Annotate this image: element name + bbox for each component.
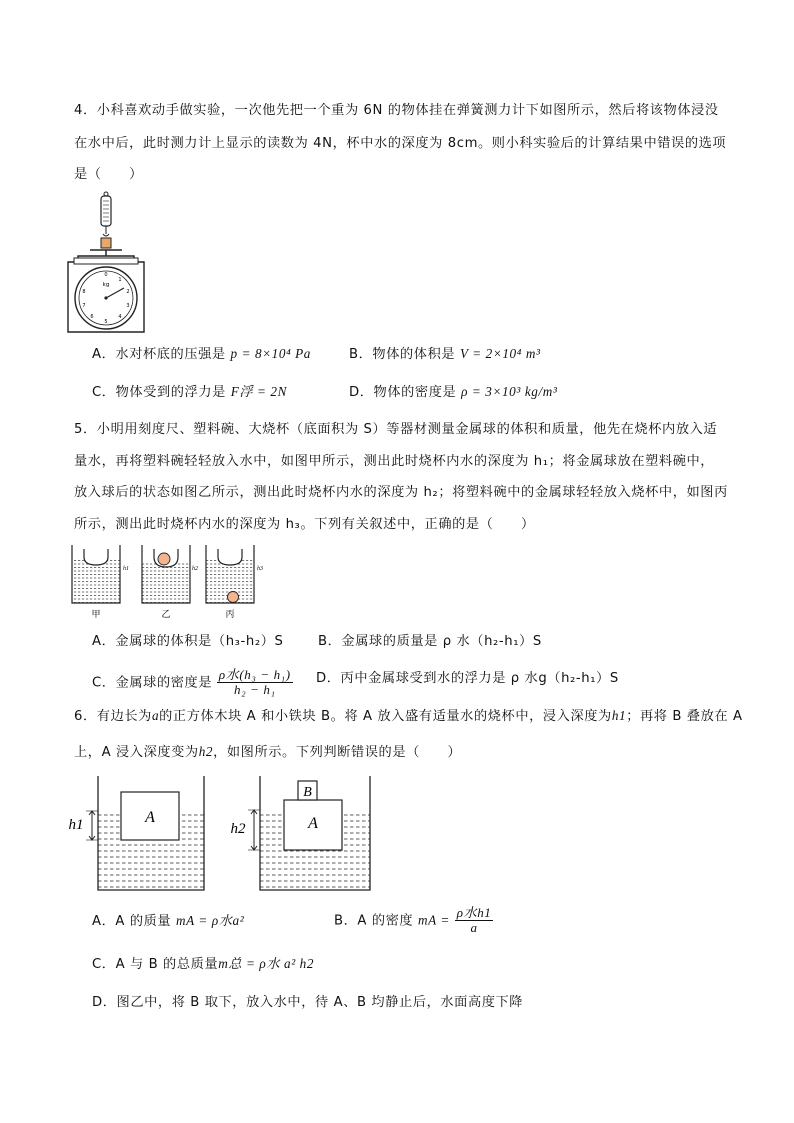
h2-label: h2 <box>230 821 246 837</box>
q4-option-a: A．水对杯底的压强是 p = 8×10⁴ Pa <box>92 346 311 362</box>
label-bing: 丙 <box>225 610 235 620</box>
svg-text:0: 0 <box>104 272 108 278</box>
svg-text:7: 7 <box>82 303 86 309</box>
block-a-label-left: A <box>145 809 155 826</box>
svg-text:8: 8 <box>82 289 86 295</box>
svg-text:5: 5 <box>104 319 108 325</box>
svg-text:h1: h1 <box>123 566 129 572</box>
q5-line2: 量水，再将塑料碗轻轻放入水中，如图甲所示，测出此时烧杯内水的深度为 h₁；将金属球放在塑料碗中， <box>74 454 715 469</box>
q6-option-c: C．A 与 B 的总质量m总 = ρ水 a² h2 <box>92 956 315 972</box>
q6-option-a: A．A 的质量 mA = ρ水a² <box>92 913 245 929</box>
q5-line3: 放入球后的状态如图乙所示，测出此时烧杯内水的深度为 h₂；将塑料碗中的金属球轻轻放入烧杯中，如图丙 <box>74 485 728 500</box>
q4-line1: 4．小科喜欢动手做实验，一次他先把一个重为 6N 的物体挂在弹簧测力计下如图所示，然后将该物体浸没 <box>74 103 719 118</box>
q6-density-fraction: $\frac{\text{ρ水h1}}{a}$ <box>456 905 492 935</box>
q5-option-c: C．金属球的密度是 $\frac{\text{ρ水(h₃ − h₁)}}{\text{h₂ − h₁}}$ <box>92 667 291 697</box>
block-b-label: B <box>303 785 312 800</box>
q6-option-b: B．A 的密度 mA = $\frac{\text{ρ水h1}}{a}$ <box>334 905 492 935</box>
q5-density-fraction: $\frac{\text{ρ水(h₃ − h₁)}}{\text{h₂ − h₁}}$ <box>218 667 291 697</box>
q5-option-d: D．丙中金属球受到水的浮力是 ρ 水g（h₂-h₁）S <box>316 671 619 686</box>
q6-line2: 上，A 浸入深度变为h2，如图所示。下列判断错误的是（ ） <box>74 744 462 760</box>
q4-line3: 是（ ） <box>74 167 143 182</box>
q6-line1: 6．有边长为a的正方体木块 A 和小铁块 B。将 A 放入盛有适量水的烧杯中，浸入深度为h1；再将 B 叠放在 A <box>74 708 743 724</box>
q4-scale-figure <box>70 192 170 342</box>
svg-text:3: 3 <box>126 303 130 309</box>
q5-line1: 5．小明用刻度尺、塑料碗、大烧杯（底面积为 S）等器材测量金属球的体积和质量，他先在烧杯内放入适 <box>74 422 718 437</box>
q4-line2: 在水中后，此时测力计上显示的读数为 4N，杯中水的深度为 8cm。则小科实验后的计算结果中错误的选项 <box>74 136 727 151</box>
q4-option-d: D．物体的密度是 ρ = 3×10³ kg/m³ <box>349 384 558 400</box>
label-yi: 乙 <box>161 610 171 620</box>
q4-option-c: C．物体受到的浮力是 F浮 = 2N <box>92 384 288 400</box>
q4-option-b: B．物体的体积是 V = 2×10⁴ m³ <box>349 346 541 362</box>
svg-text:6: 6 <box>90 314 94 320</box>
q6-option-d: D．图乙中，将 B 取下，放入水中，待 A、B 均静止后，水面高度下降 <box>92 995 524 1010</box>
q5-option-b: B．金属球的质量是 ρ 水（h₂-h₁）S <box>318 634 542 649</box>
h1-label: h1 <box>68 817 84 833</box>
label-jia: 甲 <box>91 610 101 620</box>
q5-option-a: A．金属球的体积是（h₃-h₂）S <box>92 634 284 649</box>
block-a-label-right: A <box>308 815 318 832</box>
svg-text:2: 2 <box>126 289 130 295</box>
q5-line4: 所示，测出此时烧杯内水的深度为 h₃。下列有关叙述中，正确的是（ ） <box>74 517 535 532</box>
q5-beakers-figure <box>70 545 270 625</box>
svg-text:4: 4 <box>118 314 122 320</box>
dial-unit-label: kg <box>102 282 110 288</box>
svg-text:1: 1 <box>118 277 122 283</box>
q6-blocks-figure <box>68 776 388 896</box>
svg-text:h2: h2 <box>192 566 198 572</box>
svg-text:h3: h3 <box>257 566 263 572</box>
